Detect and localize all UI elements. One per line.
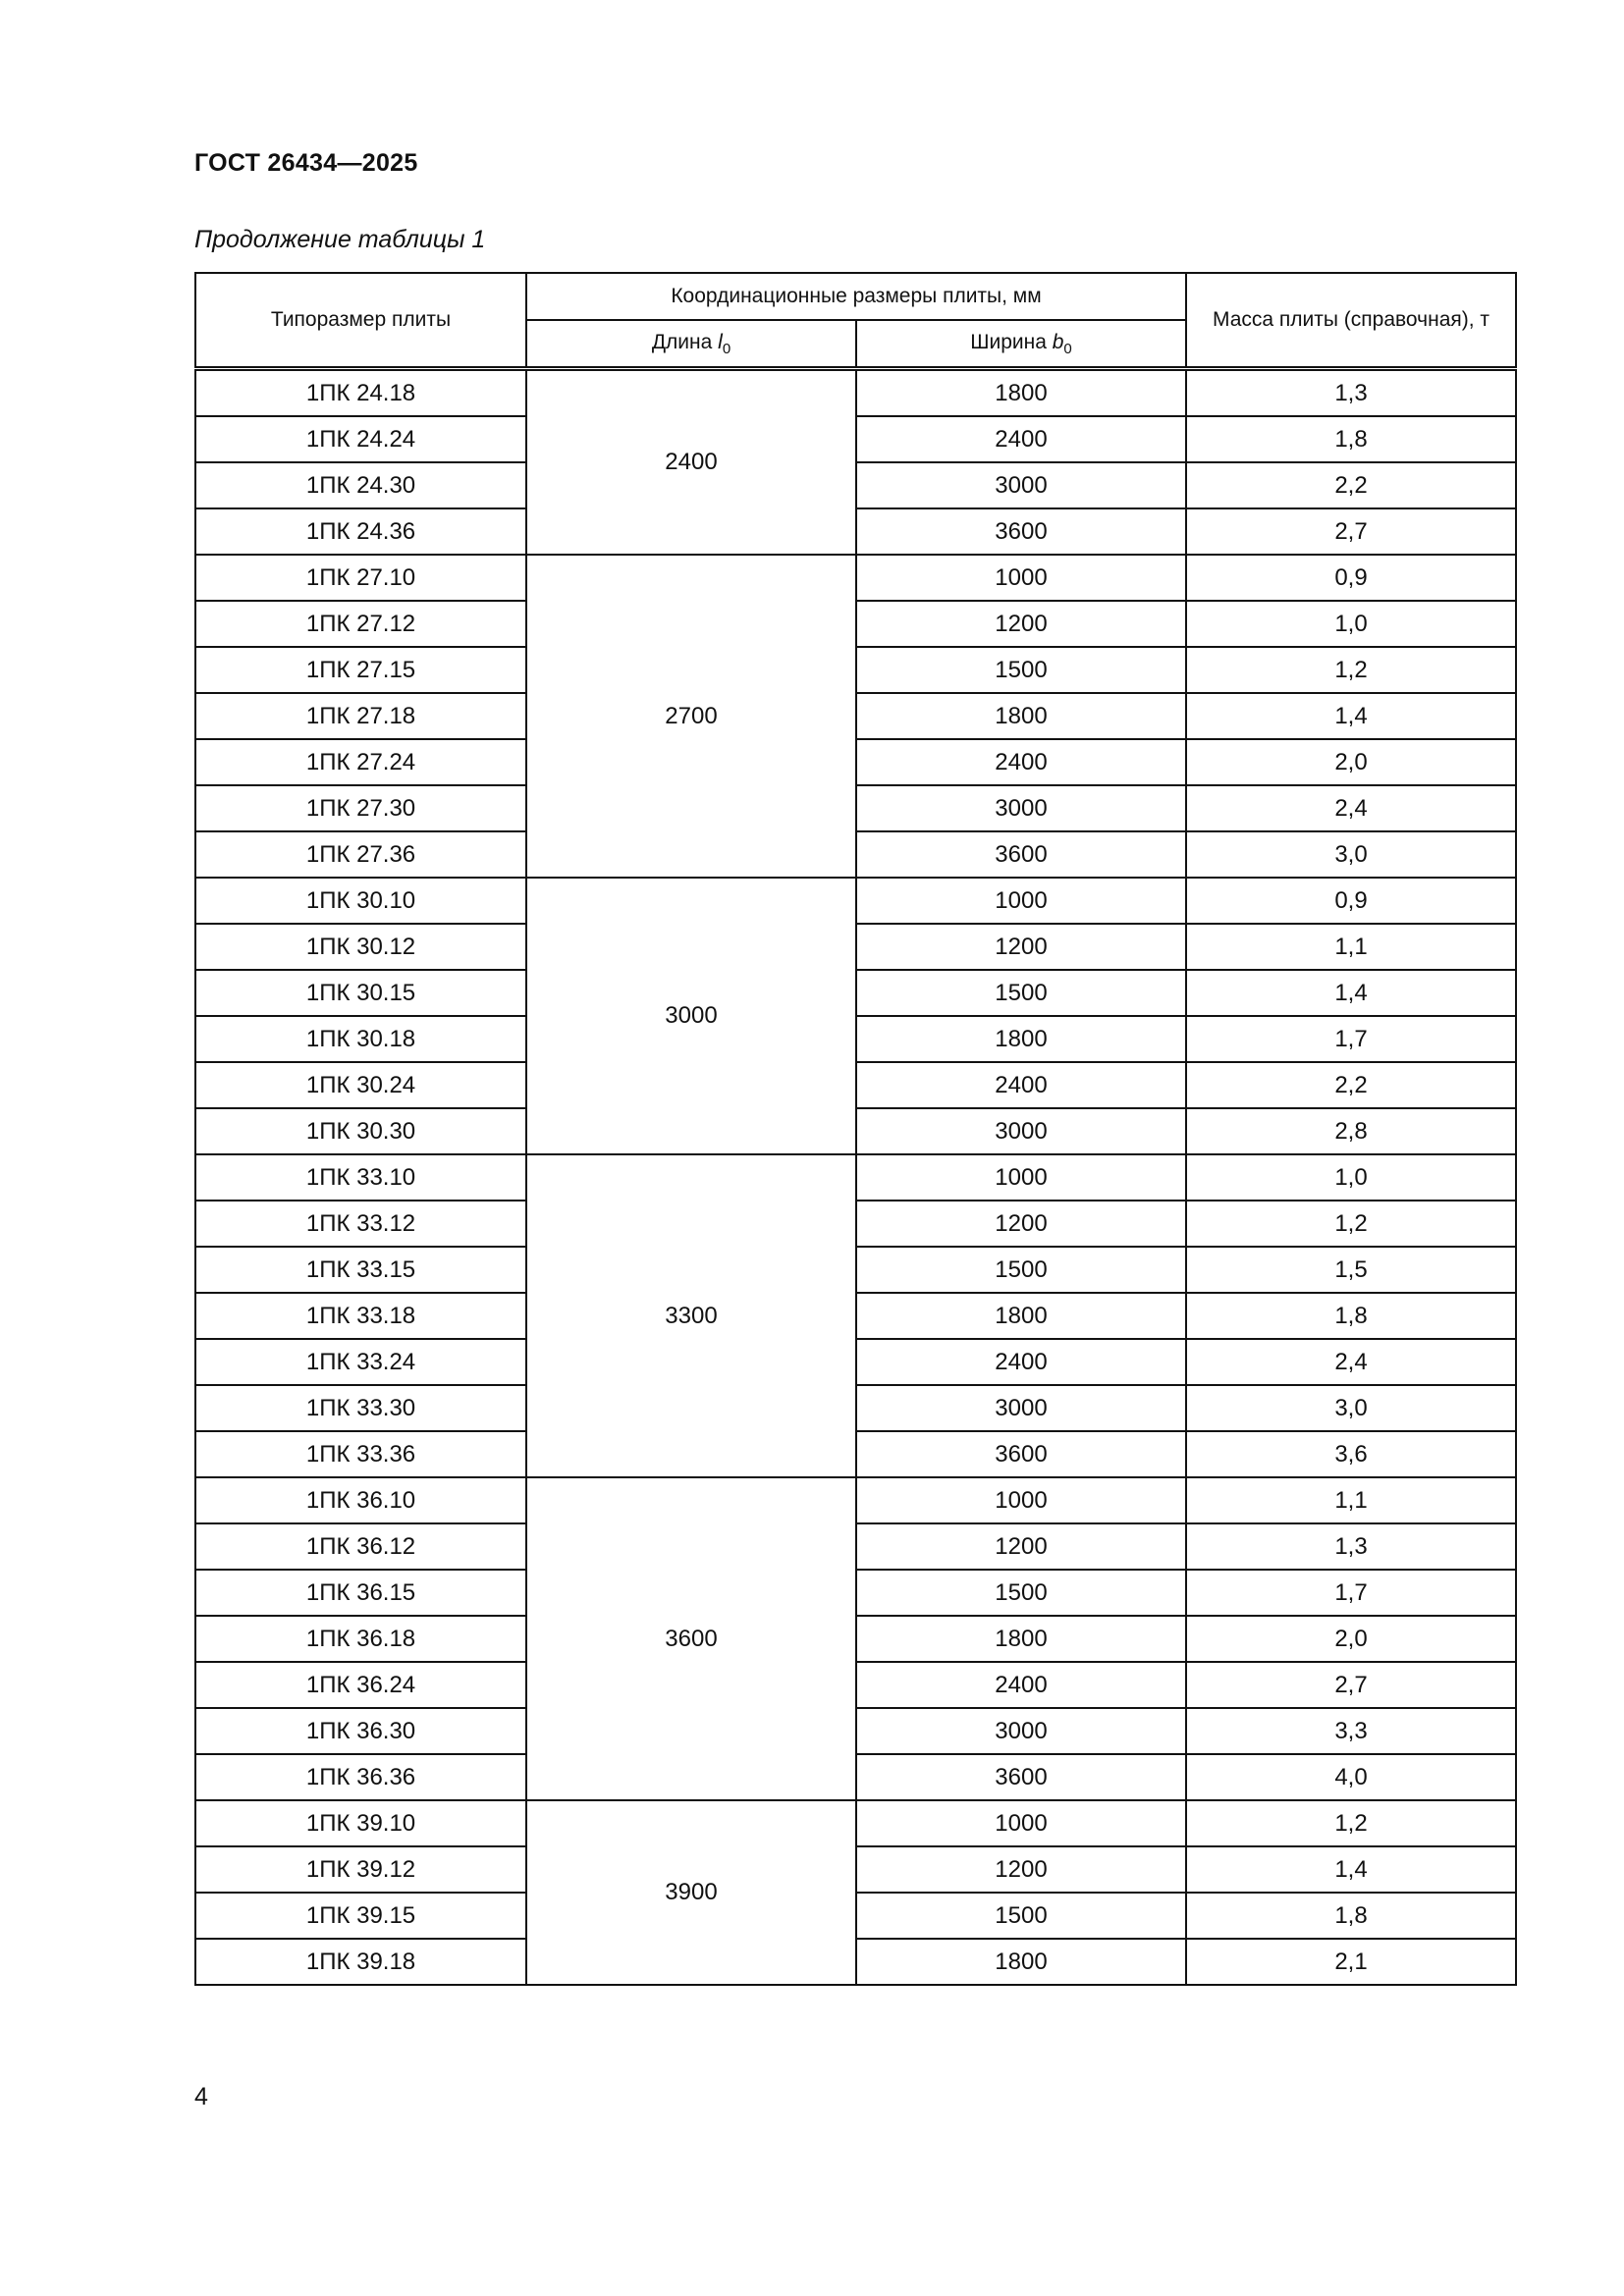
header-width-subscript: 0 [1063, 340, 1072, 357]
table-row [195, 1247, 1516, 1293]
cell-mass: 2,0 [1186, 739, 1516, 785]
cell-mass: 0,9 [1186, 878, 1516, 924]
cell-mass: 1,1 [1186, 924, 1516, 970]
cell-type: 1ПК 33.10 [195, 1154, 526, 1201]
header-length-label: Длина [651, 330, 719, 353]
table-row [195, 970, 1516, 1016]
cell-mass: 2,7 [1186, 1662, 1516, 1708]
cell-mass: 1,0 [1186, 601, 1516, 647]
table-row [195, 1893, 1516, 1939]
cell-type: 1ПК 36.15 [195, 1570, 526, 1616]
cell-width: 1800 [856, 369, 1186, 417]
table-row [195, 1846, 1516, 1893]
cell-width: 1000 [856, 1800, 1186, 1846]
cell-type: 1ПК 27.18 [195, 693, 526, 739]
table-row [195, 878, 1516, 924]
cell-width: 1200 [856, 1523, 1186, 1570]
cell-width: 3000 [856, 785, 1186, 831]
cell-type: 1ПК 36.24 [195, 1662, 526, 1708]
header-width [856, 320, 1186, 369]
cell-type: 1ПК 33.12 [195, 1201, 526, 1247]
cell-type: 1ПК 27.10 [195, 555, 526, 601]
cell-width: 1800 [856, 1939, 1186, 1985]
table-row [195, 1431, 1516, 1477]
header-type: Типоразмер плиты [195, 273, 526, 369]
cell-mass: 1,8 [1186, 1893, 1516, 1939]
cell-mass: 1,3 [1186, 1523, 1516, 1570]
cell-width: 3000 [856, 462, 1186, 508]
cell-mass: 0,9 [1186, 555, 1516, 601]
cell-type: 1ПК 33.30 [195, 1385, 526, 1431]
cell-mass: 3,3 [1186, 1708, 1516, 1754]
cell-length: 3600 [526, 1477, 856, 1800]
cell-type: 1ПК 24.18 [195, 369, 526, 417]
cell-width: 1800 [856, 1293, 1186, 1339]
table-row [195, 1154, 1516, 1201]
table-row [195, 1662, 1516, 1708]
table-row [195, 785, 1516, 831]
header-length [526, 320, 856, 369]
cell-width: 1800 [856, 693, 1186, 739]
table-row [195, 1570, 1516, 1616]
table-row [195, 416, 1516, 462]
cell-type: 1ПК 27.12 [195, 601, 526, 647]
document-code: ГОСТ 26434—2025 [194, 149, 418, 177]
cell-mass: 2,0 [1186, 1616, 1516, 1662]
cell-type: 1ПК 27.24 [195, 739, 526, 785]
cell-type: 1ПК 24.24 [195, 416, 526, 462]
header-width-symbol: b [1052, 330, 1064, 353]
table-row [195, 1062, 1516, 1108]
cell-width: 3600 [856, 831, 1186, 878]
cell-width: 1200 [856, 601, 1186, 647]
cell-length: 3000 [526, 878, 856, 1154]
cell-type: 1ПК 39.12 [195, 1846, 526, 1893]
cell-width: 1000 [856, 555, 1186, 601]
cell-width: 2400 [856, 1062, 1186, 1108]
cell-width: 1000 [856, 878, 1186, 924]
cell-mass: 2,2 [1186, 1062, 1516, 1108]
cell-mass: 1,1 [1186, 1477, 1516, 1523]
cell-type: 1ПК 36.30 [195, 1708, 526, 1754]
table-caption: Продолжение таблицы 1 [194, 226, 486, 253]
cell-mass: 2,1 [1186, 1939, 1516, 1985]
cell-width: 3000 [856, 1708, 1186, 1754]
cell-mass: 1,5 [1186, 1247, 1516, 1293]
cell-width: 1500 [856, 647, 1186, 693]
cell-mass: 1,4 [1186, 693, 1516, 739]
table-row [195, 1800, 1516, 1846]
cell-length: 2700 [526, 555, 856, 878]
cell-width: 1200 [856, 924, 1186, 970]
cell-type: 1ПК 36.12 [195, 1523, 526, 1570]
cell-mass: 1,3 [1186, 369, 1516, 417]
cell-mass: 1,2 [1186, 1201, 1516, 1247]
cell-mass: 1,8 [1186, 1293, 1516, 1339]
table-row [195, 1616, 1516, 1662]
cell-width: 1500 [856, 970, 1186, 1016]
table-row [195, 601, 1516, 647]
cell-width: 1000 [856, 1154, 1186, 1201]
cell-width: 2400 [856, 1662, 1186, 1708]
cell-type: 1ПК 27.30 [195, 785, 526, 831]
cell-type: 1ПК 33.36 [195, 1431, 526, 1477]
cell-mass: 1,2 [1186, 647, 1516, 693]
cell-mass: 1,4 [1186, 1846, 1516, 1893]
cell-mass: 2,4 [1186, 785, 1516, 831]
cell-width: 3600 [856, 1431, 1186, 1477]
cell-mass: 1,7 [1186, 1570, 1516, 1616]
cell-type: 1ПК 39.18 [195, 1939, 526, 1985]
slab-table [194, 272, 1517, 1986]
cell-type: 1ПК 24.36 [195, 508, 526, 555]
table-row [195, 1339, 1516, 1385]
cell-type: 1ПК 30.30 [195, 1108, 526, 1154]
header-coord-sizes: Координационные размеры плиты, мм [526, 273, 1186, 320]
cell-width: 3000 [856, 1385, 1186, 1431]
table-row [195, 1108, 1516, 1154]
cell-width: 1500 [856, 1570, 1186, 1616]
cell-mass: 3,6 [1186, 1431, 1516, 1477]
cell-type: 1ПК 36.18 [195, 1616, 526, 1662]
cell-mass: 3,0 [1186, 1385, 1516, 1431]
table-row [195, 1201, 1516, 1247]
table-row [195, 1708, 1516, 1754]
cell-mass: 1,7 [1186, 1016, 1516, 1062]
cell-width: 3600 [856, 508, 1186, 555]
table-row [195, 1523, 1516, 1570]
cell-type: 1ПК 30.18 [195, 1016, 526, 1062]
cell-type: 1ПК 33.18 [195, 1293, 526, 1339]
cell-mass: 1,2 [1186, 1800, 1516, 1846]
table-row [195, 555, 1516, 601]
table-row [195, 647, 1516, 693]
cell-type: 1ПК 24.30 [195, 462, 526, 508]
cell-type: 1ПК 30.15 [195, 970, 526, 1016]
cell-type: 1ПК 36.36 [195, 1754, 526, 1800]
table-row [195, 1477, 1516, 1523]
cell-type: 1ПК 39.15 [195, 1893, 526, 1939]
cell-mass: 4,0 [1186, 1754, 1516, 1800]
cell-mass: 1,4 [1186, 970, 1516, 1016]
cell-length: 3300 [526, 1154, 856, 1477]
cell-width: 2400 [856, 739, 1186, 785]
header-length-symbol: l [718, 330, 723, 353]
cell-width: 1000 [856, 1477, 1186, 1523]
cell-width: 3000 [856, 1108, 1186, 1154]
table-row [195, 924, 1516, 970]
cell-width: 2400 [856, 416, 1186, 462]
cell-type: 1ПК 33.15 [195, 1247, 526, 1293]
cell-width: 1800 [856, 1016, 1186, 1062]
cell-type: 1ПК 30.24 [195, 1062, 526, 1108]
header-width-label: Ширина [970, 330, 1053, 353]
cell-mass: 1,0 [1186, 1154, 1516, 1201]
cell-mass: 2,2 [1186, 462, 1516, 508]
cell-mass: 1,8 [1186, 416, 1516, 462]
table-row [195, 693, 1516, 739]
page-number: 4 [194, 2083, 208, 2110]
cell-mass: 2,7 [1186, 508, 1516, 555]
header-mass: Масса плиты (справочная), т [1186, 273, 1516, 369]
cell-length: 3900 [526, 1800, 856, 1985]
cell-mass: 2,8 [1186, 1108, 1516, 1154]
cell-type: 1ПК 27.15 [195, 647, 526, 693]
cell-width: 2400 [856, 1339, 1186, 1385]
table-row [195, 1385, 1516, 1431]
cell-width: 1500 [856, 1247, 1186, 1293]
table-row [195, 831, 1516, 878]
table-row [195, 1293, 1516, 1339]
cell-width: 1200 [856, 1201, 1186, 1247]
table-row [195, 369, 1516, 417]
cell-type: 1ПК 39.10 [195, 1800, 526, 1846]
cell-width: 3600 [856, 1754, 1186, 1800]
cell-mass: 2,4 [1186, 1339, 1516, 1385]
cell-type: 1ПК 36.10 [195, 1477, 526, 1523]
table-row [195, 1939, 1516, 1985]
cell-width: 1200 [856, 1846, 1186, 1893]
table-row [195, 739, 1516, 785]
cell-type: 1ПК 27.36 [195, 831, 526, 878]
table-row [195, 462, 1516, 508]
cell-type: 1ПК 30.10 [195, 878, 526, 924]
table-body [195, 369, 1516, 1986]
table-row [195, 1754, 1516, 1800]
cell-width: 1500 [856, 1893, 1186, 1939]
cell-length: 2400 [526, 369, 856, 556]
header-length-subscript: 0 [722, 340, 731, 357]
cell-width: 1800 [856, 1616, 1186, 1662]
table-row [195, 508, 1516, 555]
cell-type: 1ПК 33.24 [195, 1339, 526, 1385]
cell-mass: 3,0 [1186, 831, 1516, 878]
table-row [195, 1016, 1516, 1062]
cell-type: 1ПК 30.12 [195, 924, 526, 970]
